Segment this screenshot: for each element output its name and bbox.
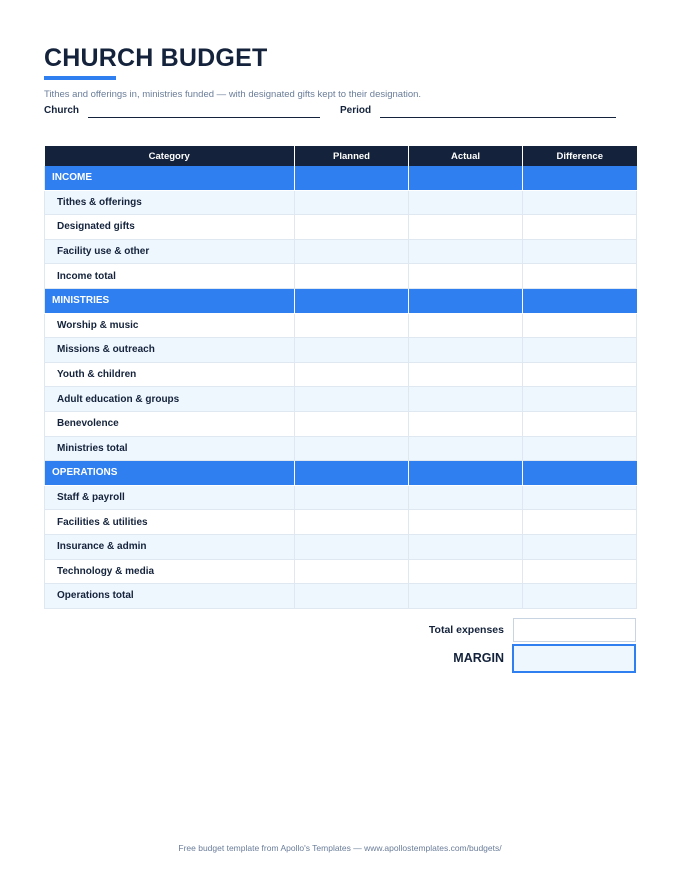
table-row xyxy=(45,559,637,584)
planned-cell[interactable] xyxy=(295,510,409,535)
difference-cell[interactable] xyxy=(523,215,637,240)
section-label: INCOME xyxy=(45,166,295,190)
planned-cell[interactable] xyxy=(295,559,409,584)
column-header-difference: Difference xyxy=(523,146,637,166)
difference-cell[interactable] xyxy=(523,264,637,289)
row-label: Worship & music xyxy=(45,313,295,338)
actual-cell[interactable] xyxy=(409,411,523,436)
margin-field[interactable] xyxy=(512,644,636,673)
actual-cell[interactable] xyxy=(409,313,523,338)
planned-cell[interactable] xyxy=(295,313,409,338)
total-expenses-label: Total expenses xyxy=(428,624,504,636)
section-cell xyxy=(409,166,523,190)
actual-cell[interactable] xyxy=(409,362,523,387)
table-header-row xyxy=(45,146,637,166)
row-label: Designated gifts xyxy=(45,215,295,240)
row-label: Facilities & utilities xyxy=(45,510,295,535)
difference-cell[interactable] xyxy=(523,190,637,215)
page-subtitle: Tithes and offerings in, ministries funded — with designated gifts kept to their designation. xyxy=(44,89,422,100)
section-row-income xyxy=(45,166,637,190)
total-expenses-field[interactable] xyxy=(513,618,636,642)
section-cell xyxy=(523,166,637,190)
table-row-total xyxy=(45,436,637,461)
actual-cell[interactable] xyxy=(409,338,523,363)
difference-cell[interactable] xyxy=(523,239,637,264)
difference-cell[interactable] xyxy=(523,485,637,510)
planned-cell[interactable] xyxy=(295,215,409,240)
table-row xyxy=(45,510,637,535)
row-label: Tithes & offerings xyxy=(45,190,295,215)
planned-cell[interactable] xyxy=(295,239,409,264)
difference-cell[interactable] xyxy=(523,362,637,387)
section-row-operations xyxy=(45,461,637,486)
row-label: Youth & children xyxy=(45,362,295,387)
row-label: Insurance & admin xyxy=(45,534,295,559)
column-header-planned: Planned xyxy=(295,146,409,166)
actual-cell[interactable] xyxy=(409,239,523,264)
table-row xyxy=(45,387,637,412)
table-row-total xyxy=(45,264,637,289)
period-field-line[interactable] xyxy=(380,117,616,118)
actual-cell[interactable] xyxy=(409,264,523,289)
section-cell xyxy=(295,461,409,486)
section-cell xyxy=(295,288,409,313)
planned-cell[interactable] xyxy=(295,485,409,510)
planned-cell[interactable] xyxy=(295,584,409,609)
planned-cell[interactable] xyxy=(295,338,409,363)
section-cell xyxy=(523,288,637,313)
table-row xyxy=(45,362,637,387)
difference-cell[interactable] xyxy=(523,559,637,584)
page-title: CHURCH BUDGET xyxy=(44,44,268,72)
planned-cell[interactable] xyxy=(295,534,409,559)
planned-cell[interactable] xyxy=(295,190,409,215)
footer-credit: Free budget template from Apollo's Templates — www.apollostemplates.com/budgets/ xyxy=(178,843,502,853)
table-row xyxy=(45,485,637,510)
actual-cell[interactable] xyxy=(409,510,523,535)
actual-cell[interactable] xyxy=(409,387,523,412)
table-row-total xyxy=(45,584,637,609)
budget-table xyxy=(44,146,637,609)
church-label: Church xyxy=(44,105,79,116)
planned-cell[interactable] xyxy=(295,264,409,289)
section-row-ministries xyxy=(45,288,637,313)
row-label: Income total xyxy=(45,264,295,289)
difference-cell[interactable] xyxy=(523,338,637,363)
table-row xyxy=(45,190,637,215)
planned-cell[interactable] xyxy=(295,362,409,387)
actual-cell[interactable] xyxy=(409,559,523,584)
row-label: Adult education & groups xyxy=(45,387,295,412)
column-header-category: Category xyxy=(45,146,295,166)
row-label: Facility use & other xyxy=(45,239,295,264)
church-field-line[interactable] xyxy=(88,117,320,118)
difference-cell[interactable] xyxy=(523,436,637,461)
difference-cell[interactable] xyxy=(523,584,637,609)
table-row xyxy=(45,411,637,436)
section-cell xyxy=(523,461,637,486)
row-label: Missions & outreach xyxy=(45,338,295,363)
row-label: Ministries total xyxy=(45,436,295,461)
meta-fields xyxy=(44,105,636,121)
section-cell xyxy=(295,166,409,190)
table-row xyxy=(45,534,637,559)
section-cell xyxy=(409,288,523,313)
table-row xyxy=(45,338,637,363)
table-row xyxy=(45,313,637,338)
difference-cell[interactable] xyxy=(523,387,637,412)
row-label: Staff & payroll xyxy=(45,485,295,510)
planned-cell[interactable] xyxy=(295,411,409,436)
table-row xyxy=(45,215,637,240)
section-label: MINISTRIES xyxy=(45,288,295,313)
difference-cell[interactable] xyxy=(523,411,637,436)
section-cell xyxy=(409,461,523,486)
actual-cell[interactable] xyxy=(409,584,523,609)
difference-cell[interactable] xyxy=(523,313,637,338)
column-header-actual: Actual xyxy=(409,146,523,166)
difference-cell[interactable] xyxy=(523,534,637,559)
actual-cell[interactable] xyxy=(409,436,523,461)
actual-cell[interactable] xyxy=(409,534,523,559)
row-label: Technology & media xyxy=(45,559,295,584)
totals-block xyxy=(44,618,636,678)
margin-label: MARGIN xyxy=(453,651,504,665)
row-label: Benevolence xyxy=(45,411,295,436)
table-row xyxy=(45,239,637,264)
section-label: OPERATIONS xyxy=(45,461,295,486)
actual-cell[interactable] xyxy=(409,215,523,240)
actual-cell[interactable] xyxy=(409,190,523,215)
difference-cell[interactable] xyxy=(523,510,637,535)
planned-cell[interactable] xyxy=(295,387,409,412)
row-label: Operations total xyxy=(45,584,295,609)
period-label: Period xyxy=(340,105,372,116)
planned-cell[interactable] xyxy=(295,436,409,461)
actual-cell[interactable] xyxy=(409,485,523,510)
title-underline xyxy=(44,76,116,80)
